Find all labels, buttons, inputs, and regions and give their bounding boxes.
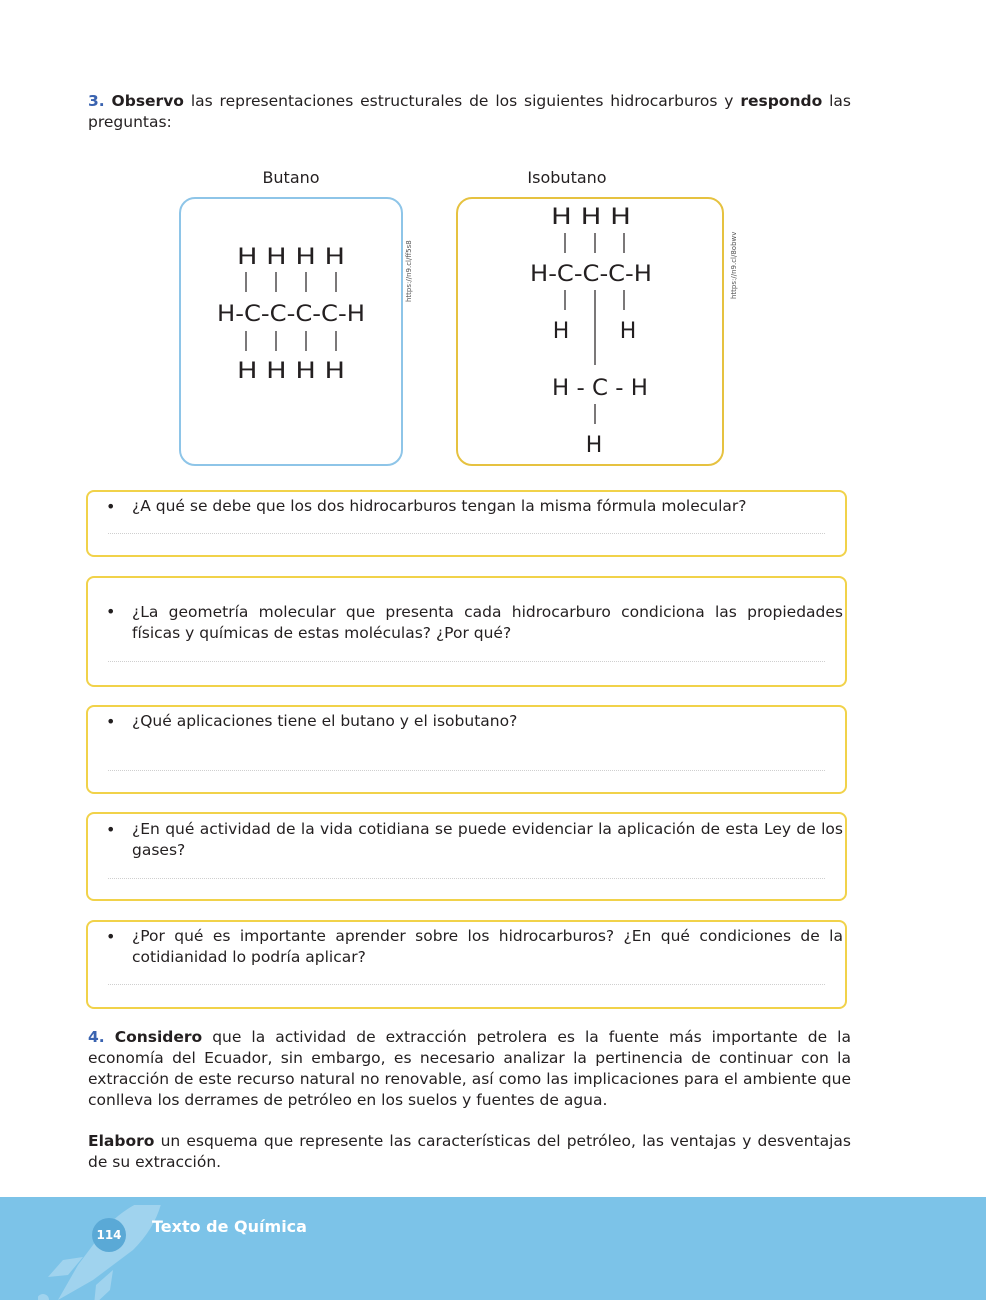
book-title: Texto de Química xyxy=(152,1217,307,1236)
butano-chain: H-C-C-C-C-H xyxy=(217,302,365,327)
isobutano-source-link: https://n9.cl/8obwv xyxy=(730,231,738,299)
section4-number: 4. xyxy=(88,1028,105,1046)
question-box-4 xyxy=(86,812,847,901)
question-box-2 xyxy=(86,576,847,687)
answer-line[interactable] xyxy=(108,878,825,879)
isobutano-chain: H-C-C-C-H xyxy=(530,262,652,287)
bullet: • xyxy=(106,712,116,731)
bullet: • xyxy=(106,820,116,839)
question-box-3 xyxy=(86,705,847,794)
answer-line[interactable] xyxy=(108,984,825,985)
isobutano-title: Isobutano xyxy=(527,168,607,187)
butano-diagram xyxy=(181,199,405,468)
question-text-1: ¿A qué se debe que los dos hidrocarburos tengan la misma fórmula molecular? xyxy=(132,497,747,515)
answer-line[interactable] xyxy=(108,661,825,662)
section4-text2: un esquema que represente las características del petróleo, las ventajas y desventajas de su extracción. xyxy=(88,1132,851,1171)
section3-verb2: respondo xyxy=(740,92,823,110)
isobutano-structure xyxy=(456,197,724,466)
question-text-4: ¿En qué actividad de la vida cotidiana se puede evidenciar la aplicación de esta Ley de los gases? xyxy=(132,820,843,859)
answer-line[interactable] xyxy=(108,533,825,534)
section4-verb: Considero xyxy=(114,1028,203,1046)
isobutano-branch: H - C - H xyxy=(552,376,648,401)
butano-bottom-h: H H H H xyxy=(237,359,345,384)
question-text-3: ¿Qué aplicaciones tiene el butano y el isobutano? xyxy=(132,712,518,730)
answer-line[interactable] xyxy=(108,770,825,771)
section3-verb: Observo xyxy=(111,92,184,110)
butano-source-link: https://n9.cl/ff5s8 xyxy=(405,240,413,302)
page-number: 114 xyxy=(92,1218,126,1252)
page-footer xyxy=(0,1197,986,1300)
section3-number: 3. xyxy=(88,92,105,110)
question-box-1 xyxy=(86,490,847,557)
bullet: • xyxy=(106,497,116,516)
section4-task xyxy=(88,1131,851,1173)
butano-structure xyxy=(179,197,403,466)
question-text-5: ¿Por qué es importante aprender sobre los hidrocarburos? ¿En qué condiciones de la cotidianidad lo podría aplicar? xyxy=(132,927,843,966)
isobutano-top-h: H H H xyxy=(551,205,631,230)
section3-text-a: las representaciones estructurales de los siguientes hidrocarburos y xyxy=(190,92,734,110)
isobutano-right-h: H xyxy=(619,319,637,344)
butano-title: Butano xyxy=(262,168,320,187)
section3-intro xyxy=(88,91,851,133)
section4-text: que la actividad de extracción petrolera es la fuente más importante de la economía del Ecuador, sin embargo, es necesario analizar la pertinencia de continuar con la extracción de este recurso natural no renovable, así como las implicaciones para el ambiente que conlleva los derrames de petróleo en los suelos y fuentes de agua. xyxy=(88,1028,851,1109)
section4-verb2: Elaboro xyxy=(88,1132,155,1150)
isobutano-bottom-h: H xyxy=(585,433,603,458)
isobutano-diagram xyxy=(458,199,726,468)
isobutano-left-h: H xyxy=(552,319,570,344)
butano-top-h: H H H H xyxy=(237,245,345,270)
bullet: • xyxy=(106,927,116,946)
question-text-2: ¿La geometría molecular que presenta cada hidrocarburo condiciona las propiedades físicas y químicas de estas moléculas? ¿Por qué? xyxy=(132,603,843,642)
section4-intro xyxy=(88,1027,851,1111)
section3-text-b: las preguntas: xyxy=(88,92,851,131)
bullet: • xyxy=(106,602,116,621)
question-box-5 xyxy=(86,920,847,1009)
